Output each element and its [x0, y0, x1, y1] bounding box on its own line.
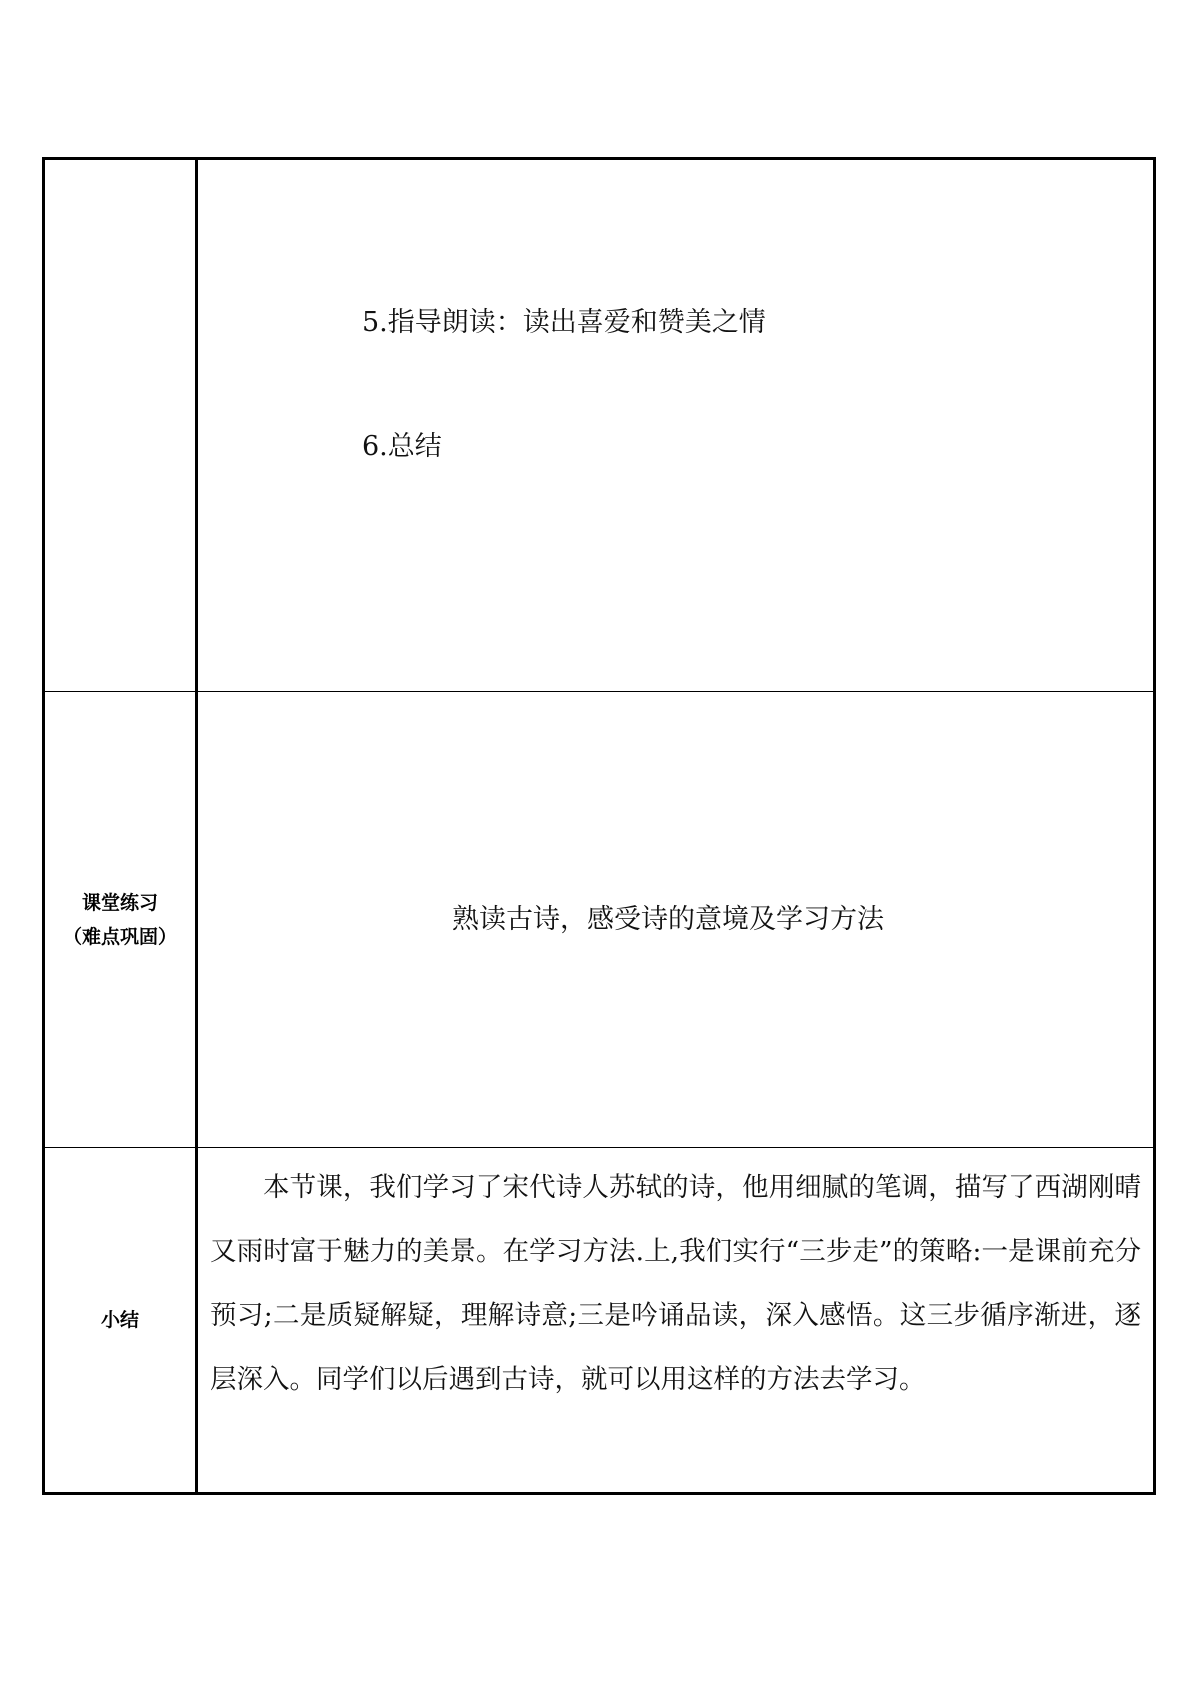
row-label-cell: [44, 692, 197, 1148]
row-label: 小结: [100, 1309, 139, 1331]
exercise-text: 熟读古诗，感受诗的意境及学习方法: [452, 904, 884, 935]
lesson-plan-table: [42, 157, 1156, 1495]
content-cell: [197, 159, 1155, 692]
row-label-sub: （难点巩固）: [62, 925, 177, 948]
step-item: 6.总结: [362, 431, 442, 462]
table-row: [44, 692, 1155, 1148]
content-cell: [197, 692, 1155, 1148]
step-item: 5.指导朗读：读出喜爱和赞美之情: [362, 307, 766, 338]
row-label-cell: [44, 159, 197, 692]
row-label: 课堂练习: [81, 891, 158, 914]
summary-paragraph: 本节课，我们学习了宋代诗人苏轼的诗，他用细腻的笔调，描写了西湖刚晴又雨时富于魅力的美景。在学习方法.上,我们实行“三步走”的策略:一是课前充分预习;二是质疑解疑，理解诗意;三是吟诵品读，深入感悟。这三步循序渐进，逐层深入。同学们以后遇到古诗，就可以用这样的方法去学习。: [210, 1172, 1141, 1395]
table-row: [44, 159, 1155, 692]
content-cell: [197, 1148, 1155, 1494]
table-row: [44, 1148, 1155, 1494]
row-label-cell: [44, 1148, 197, 1494]
